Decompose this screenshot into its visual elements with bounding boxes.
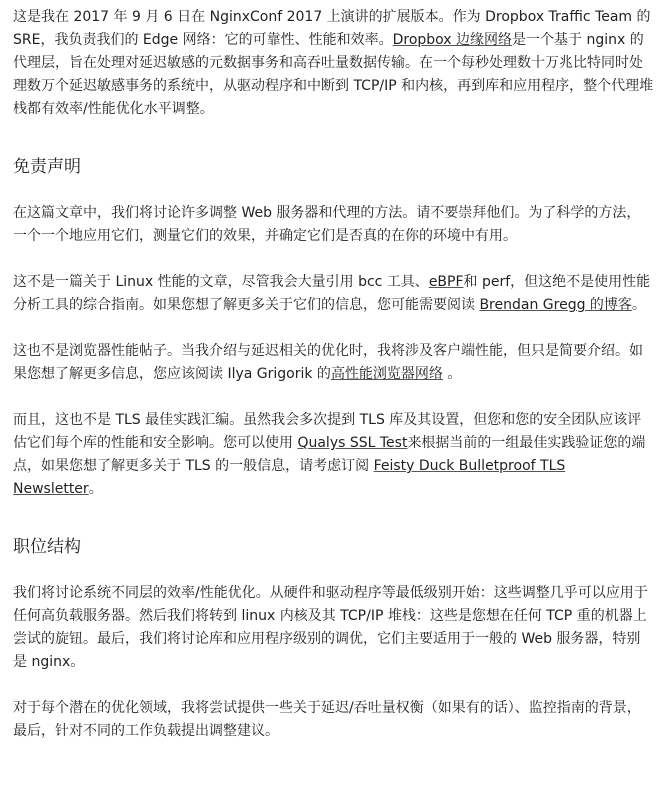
disclaimer-paragraph-1: 在这篇文章中，我们将讨论许多调整 Web 服务器和代理的方法。请不要崇拜他们。为了科学的方法，一个一个地应用它们，测量它们的效果，并确定它们是否真的在你的环境中有用。 [13, 205, 641, 244]
high-performance-browser-networking-link[interactable]: 高性能浏览器网络 [330, 366, 443, 382]
intro-paragraph [13, 6, 654, 121]
disclaimer-paragraph-3 [13, 340, 654, 386]
disclaimer-p2-text-2: 和 perf，但这绝不是使用性能分析工具的综合指南。如果您想了解更多关于它们的信息，您可能需要阅读 [13, 274, 651, 313]
disclaimer-p2-text-3: 。 [631, 297, 646, 313]
structure-paragraph-1: 我们将讨论系统不同层的效率/性能优化。从硬件和驱动程序等最低级别开始：这些调整几乎可以应用于任何高负载服务器。然后我们将转到 linux 内核及其 TCP/IP 堆栈：这些是您想在任何 TCP 重的机器上尝试的旋钮。最后，我们将讨论库和应用程序级别的调优，它们主要适用于一般的 Web 服务器，特别是 nginx。 [13, 585, 648, 670]
structure-paragraph-2: 对于每个潜在的优化领域，我将尝试提供一些关于延迟/吞吐量权衡（如果有的话）、监控指南的背景，最后，针对不同的工作负载提出调整建议。 [13, 700, 641, 739]
disclaimer-p4-text-3: 。 [88, 481, 103, 497]
intro-text-1: 这是我在 2017 年 9 月 6 日在 NginxConf 2017 上演讲的扩展版本。作为 Dropbox Traffic Team 的SRE，我负责我们的 Edge 网络：它的可靠性、性能和效率。 [13, 9, 651, 48]
disclaimer-p4-text-2: 来根据当前的一组最佳实践验证您的端点，如果您想了解更多关于 TLS 的一般信息，请考虑订阅 [13, 435, 646, 474]
structure-heading: 职位结构 [13, 537, 81, 557]
disclaimer-p2-text-1: 这不是一篇关于 Linux 性能的文章，尽管我会大量引用 bcc 工具、 [13, 274, 429, 290]
disclaimer-p3-text-1: 这也不是浏览器性能帖子。当我介绍与延迟相关的优化时，我将涉及客户端性能，但只是简要介绍。如果您想了解更多信息，您应该阅读 Ilya Grigorik 的 [13, 343, 643, 382]
disclaimer-p3-text-2: 。 [442, 366, 462, 382]
dropbox-edge-network-link[interactable]: Dropbox 边缘网络 [392, 32, 513, 48]
qualys-ssl-test-link[interactable]: Qualys SSL Test [297, 435, 408, 451]
ebpf-link[interactable]: eBPF [428, 274, 464, 290]
disclaimer-paragraph-2 [13, 271, 654, 317]
disclaimer-paragraph-4 [13, 409, 654, 501]
brendan-gregg-blog-link[interactable]: Brendan Gregg 的博客 [479, 297, 632, 313]
intro-text-2: 是一个基于 nginx 的 代理层，旨在处理对延迟敏感的元数据事务和高吞吐量数据传输。在一个每秒处理数十万兆比特同时处理数万个延迟敏感事务的系统中，从驱动程序和中断到 TCP/IP 和内核，再到库和应用程序，整个代理堆栈都有效率/性能优化水平调整。 [13, 32, 654, 117]
disclaimer-heading: 免责声明 [13, 157, 81, 177]
bulletproof-tls-newsletter-link[interactable]: Feisty Duck Bulletproof TLS Newsletter [13, 458, 566, 497]
disclaimer-p4-text-1: 而且，这也不是 TLS 最佳实践汇编。虽然我会多次提到 TLS 库及其设置，但您和您的安全团队应该评估它们每个库的性能和安全影响。您可以使用 [13, 412, 642, 451]
